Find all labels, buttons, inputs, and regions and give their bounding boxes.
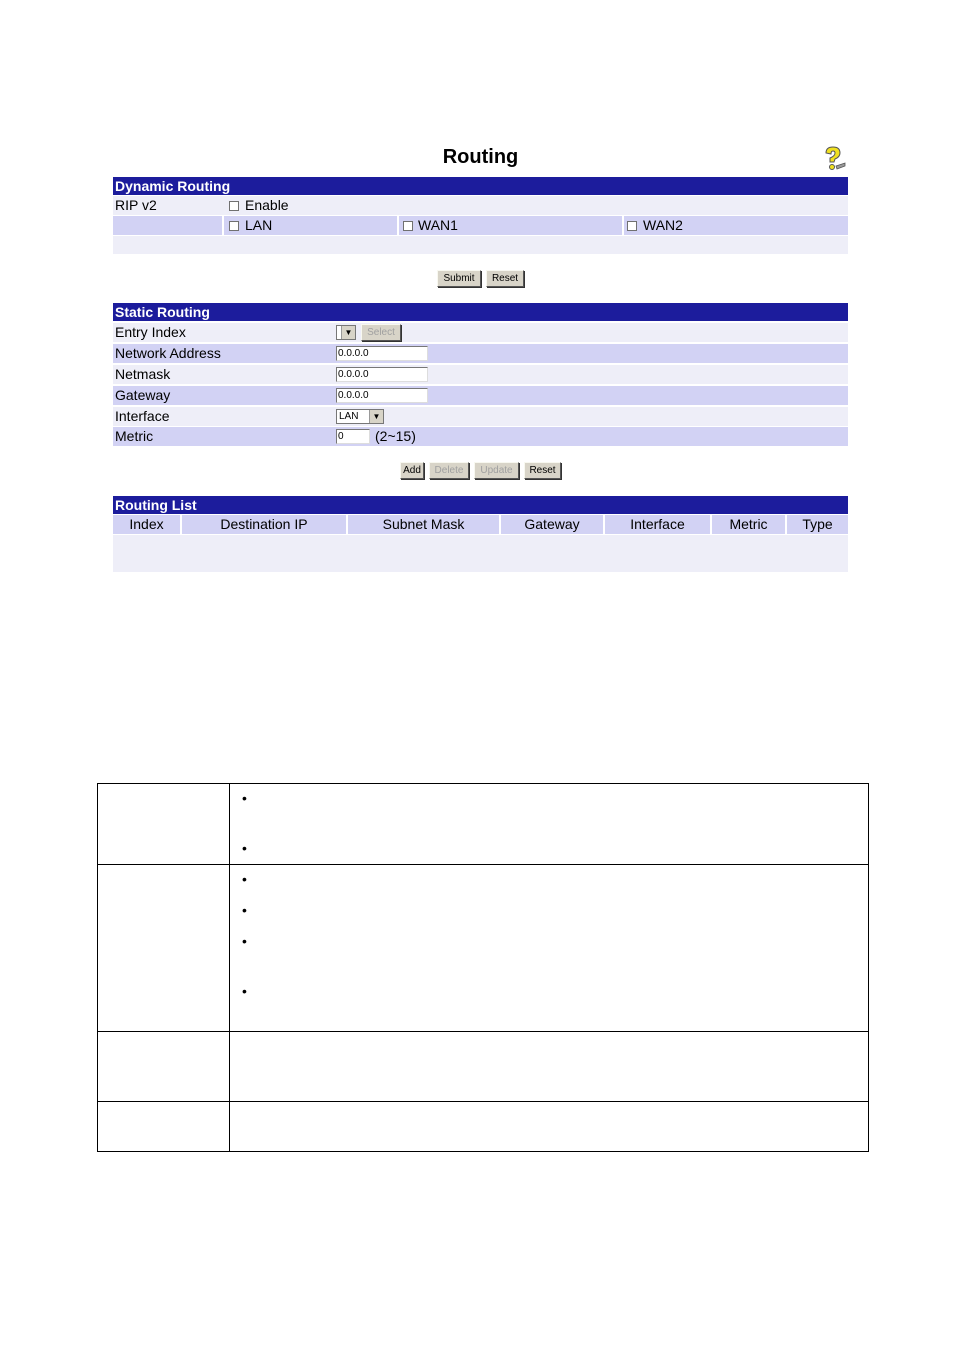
network-address-row bbox=[113, 344, 848, 363]
table-cell bbox=[230, 784, 869, 865]
column-header-gateway: Gateway bbox=[501, 515, 603, 534]
column-header-index: Index bbox=[113, 515, 180, 534]
column-header-type: Type bbox=[787, 515, 848, 534]
metric-row bbox=[113, 427, 848, 446]
table-cell bbox=[98, 784, 230, 865]
lan-checkbox[interactable] bbox=[229, 221, 239, 231]
routing-list-columns bbox=[113, 515, 848, 534]
page-title: Routing bbox=[442, 146, 519, 168]
metric-input[interactable]: 0 bbox=[336, 429, 370, 444]
routing-list-header: Routing List bbox=[113, 496, 848, 514]
netmask-input[interactable]: 0.0.0.0 bbox=[336, 367, 428, 382]
wan2-checkbox[interactable] bbox=[627, 221, 637, 231]
metric-hint: (2~15) bbox=[375, 428, 416, 444]
description-table bbox=[97, 783, 869, 1152]
help-question-icon[interactable] bbox=[820, 146, 846, 172]
column-divider bbox=[222, 216, 224, 235]
bullet-icon: • bbox=[242, 871, 247, 887]
empty-row bbox=[113, 236, 848, 254]
table-row bbox=[98, 865, 869, 1032]
routing-list-empty-area bbox=[113, 535, 848, 572]
entry-index-label: Entry Index bbox=[115, 324, 186, 340]
wan1-checkbox[interactable] bbox=[403, 221, 413, 231]
add-button[interactable]: Add bbox=[400, 462, 424, 479]
chevron-down-icon: ▼ bbox=[341, 326, 355, 339]
dynamic-routing-header: Dynamic Routing bbox=[113, 177, 848, 195]
submit-button[interactable]: Submit bbox=[437, 270, 481, 287]
column-header-destination-ip: Destination IP bbox=[182, 515, 346, 534]
bullet-icon: • bbox=[242, 840, 247, 856]
gateway-label: Gateway bbox=[115, 387, 171, 403]
table-cell bbox=[230, 1102, 869, 1152]
wan2-label: WAN2 bbox=[643, 217, 683, 233]
table-cell bbox=[230, 1032, 869, 1102]
interface-select[interactable] bbox=[336, 409, 384, 424]
delete-button[interactable]: Delete bbox=[429, 462, 469, 479]
entry-index-select[interactable] bbox=[336, 325, 356, 340]
lan-label: LAN bbox=[245, 217, 273, 233]
column-divider bbox=[622, 216, 624, 235]
gateway-row bbox=[113, 386, 848, 405]
rip-row bbox=[113, 196, 848, 215]
bullet-icon: • bbox=[242, 902, 247, 918]
wan1-label: WAN1 bbox=[418, 217, 458, 233]
enable-checkbox[interactable] bbox=[229, 201, 239, 211]
bullet-icon: • bbox=[242, 933, 247, 949]
netmask-row bbox=[113, 365, 848, 384]
metric-label: Metric bbox=[115, 428, 154, 444]
interface-select-value: LAN bbox=[339, 411, 359, 422]
update-button[interactable]: Update bbox=[474, 462, 519, 479]
interface-label: Interface bbox=[115, 408, 170, 424]
column-divider bbox=[397, 216, 399, 235]
network-address-label: Network Address bbox=[115, 345, 221, 361]
table-row bbox=[98, 1032, 869, 1102]
table-cell bbox=[230, 865, 869, 1032]
network-address-input[interactable]: 0.0.0.0 bbox=[336, 346, 428, 361]
gateway-input[interactable]: 0.0.0.0 bbox=[336, 388, 428, 403]
interface-row bbox=[113, 407, 848, 426]
netmask-label: Netmask bbox=[115, 366, 171, 382]
select-button[interactable]: Select bbox=[361, 324, 401, 341]
rip-label: RIP v2 bbox=[115, 197, 157, 213]
entry-index-row bbox=[113, 323, 848, 342]
static-reset-button[interactable]: Reset bbox=[524, 462, 561, 479]
chevron-down-icon: ▼ bbox=[369, 410, 383, 423]
static-routing-header: Static Routing bbox=[113, 303, 848, 321]
table-cell bbox=[98, 1032, 230, 1102]
bullet-icon: • bbox=[242, 983, 247, 999]
enable-label: Enable bbox=[245, 197, 289, 213]
table-cell bbox=[98, 1102, 230, 1152]
column-header-interface: Interface bbox=[605, 515, 710, 534]
column-header-subnet-mask: Subnet Mask bbox=[348, 515, 499, 534]
table-row bbox=[98, 784, 869, 865]
dynamic-reset-button[interactable]: Reset bbox=[486, 270, 524, 287]
table-cell bbox=[98, 865, 230, 1032]
column-header-metric: Metric bbox=[712, 515, 785, 534]
bullet-icon: • bbox=[242, 790, 247, 806]
routing-panel bbox=[113, 140, 848, 572]
rip-interfaces-row bbox=[113, 216, 848, 235]
table-row bbox=[98, 1102, 869, 1152]
